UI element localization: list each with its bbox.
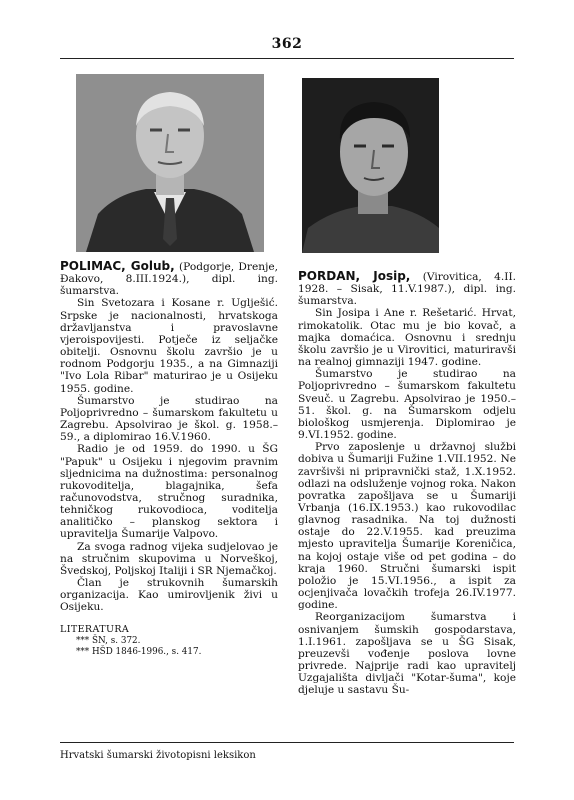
header-rule (60, 58, 514, 59)
footer-rule (60, 742, 514, 743)
entry-paragraph: Reorganizacijom šumarstva i osnivanjem šumskih gospodarstava, 1.I.1961. zapošljava se u ŠG Sisak, preuzevši vođenje poslova lovne privrede. Najprije radi kao upravitelj Uzgajališta divljači "Kotar-šuma", koje djeluje u sastavu Šu- (298, 611, 516, 697)
page-number: 362 (271, 36, 303, 52)
entry-polimac (60, 260, 278, 658)
literature-item: *** ŠN, s. 372. (76, 635, 141, 646)
entry-paragraph: Za svoga radnog vijeka sudjelovao je na stručnim skupovima u Norveškoj, Švedskoj, Poljskoj Italiji i SR Njemačkoj. (60, 540, 278, 577)
literature-item: *** HŠD 1846-1996., s. 417. (76, 646, 202, 657)
entry-pordan (298, 270, 516, 696)
portrait-pordan-illustration (302, 78, 439, 253)
footer-book-title: Hrvatski šumarski životopisni leksikon (60, 750, 256, 761)
portrait-photo-polimac (76, 74, 264, 252)
entry-paragraph: Sin Svetozara i Kosane r. Uglješić. Srpske je nacionalnosti, hrvatskoga državljanstva i pravoslavne vjeroispovijesti. Potječe iz seljačke obitelji. Osnovnu školu završio je u rodnom Podgorju 1935., a na Gimnaziji "Ivo Lola Ribar" maturirao je u Osijeku 1955. godine. (60, 297, 278, 395)
portrait-photo-pordan (302, 78, 439, 253)
entry-polimac-lead (60, 260, 278, 297)
entry-lead-text: (Virovitica, 4.II. 1928. – Sisak, 11.V.1987.), dipl. ing. šumarstva. (298, 271, 516, 308)
portrait-polimac-illustration (76, 74, 264, 252)
entry-paragraph: Sin Josipa i Ane r. Rešetarić. Hrvat, rimokatolik. Otac mu je bio kovač, a majka domaćica. Osnovnu i srednju školu završio je u Virovitici, maturiravši na realnoj gimnaziji 1947. godine. (298, 307, 516, 369)
entry-paragraph: Šumarstvo je studirao na Poljoprivredno – šumarskom fakultetu u Zagrebu. Apsolvirao je škol. g. 1958.–59., a diplomirao 16.V.1960. (60, 394, 278, 444)
entry-paragraph: Prvo zaposlenje u državnoj službi dobiva u Šumariji Fužine 1.VII.1952. Ne završivši ni pripravnički staž, 1.X.1952. odlazi na odsluženje vojnog roka. Nakon povratka zapošljava se u Šumariji Vrbanja (16.IX.1953.) kao rukovodilac glavnog rasadnika. Na toj dužnosti ostaje do 22.V.1955. kad preuzima mjesto upravitelja Šumarije Koreničica, na kojoj ostaje više od pet godina – do kraja 1960. Stručni šumarski ispit položio je 15.VI.1956., a ispit za ocjenjivača lovačkih trofeja 26.IV.1977. godine. (298, 441, 516, 612)
literature-heading: LITERATURA (60, 623, 130, 635)
entry-pordan-lead (298, 270, 516, 307)
entry-paragraph: Šumarstvo je studirao na Poljoprivredno – šumarskom fakultetu Sveuč. u Zagrebu. Apsolvirao je 1950.–51. škol. g. na Šumarskom odjelu biološkog usmjerenja. Diplomirao je 9.VI.1952. godine. (298, 368, 516, 442)
entry-name: POLIMAC, Golub, (60, 259, 175, 273)
entry-name: PORDAN, Josip, (298, 269, 411, 283)
entry-paragraph: Član je strukovnih šumarskih organizacija. Kao umirovljenik živi u Osijeku. (60, 577, 278, 614)
entry-paragraph: Radio je od 1959. do 1990. u ŠG "Papuk" u Osijeku i njegovim pravnim sljednicima na dužnostima: personalnog rukovoditelja, blagajnika, šefa računovodstva, stručnog suradnika, tehničkog rukovodioca, voditelja analitičko – planskog sektora i upravitelja Šumarije Valpovo. (60, 443, 278, 541)
entry-lead-text: (Podgorje, Drenje, Đakovo, 8.III.1924.), dipl. ing. šumarstva. (60, 261, 278, 298)
